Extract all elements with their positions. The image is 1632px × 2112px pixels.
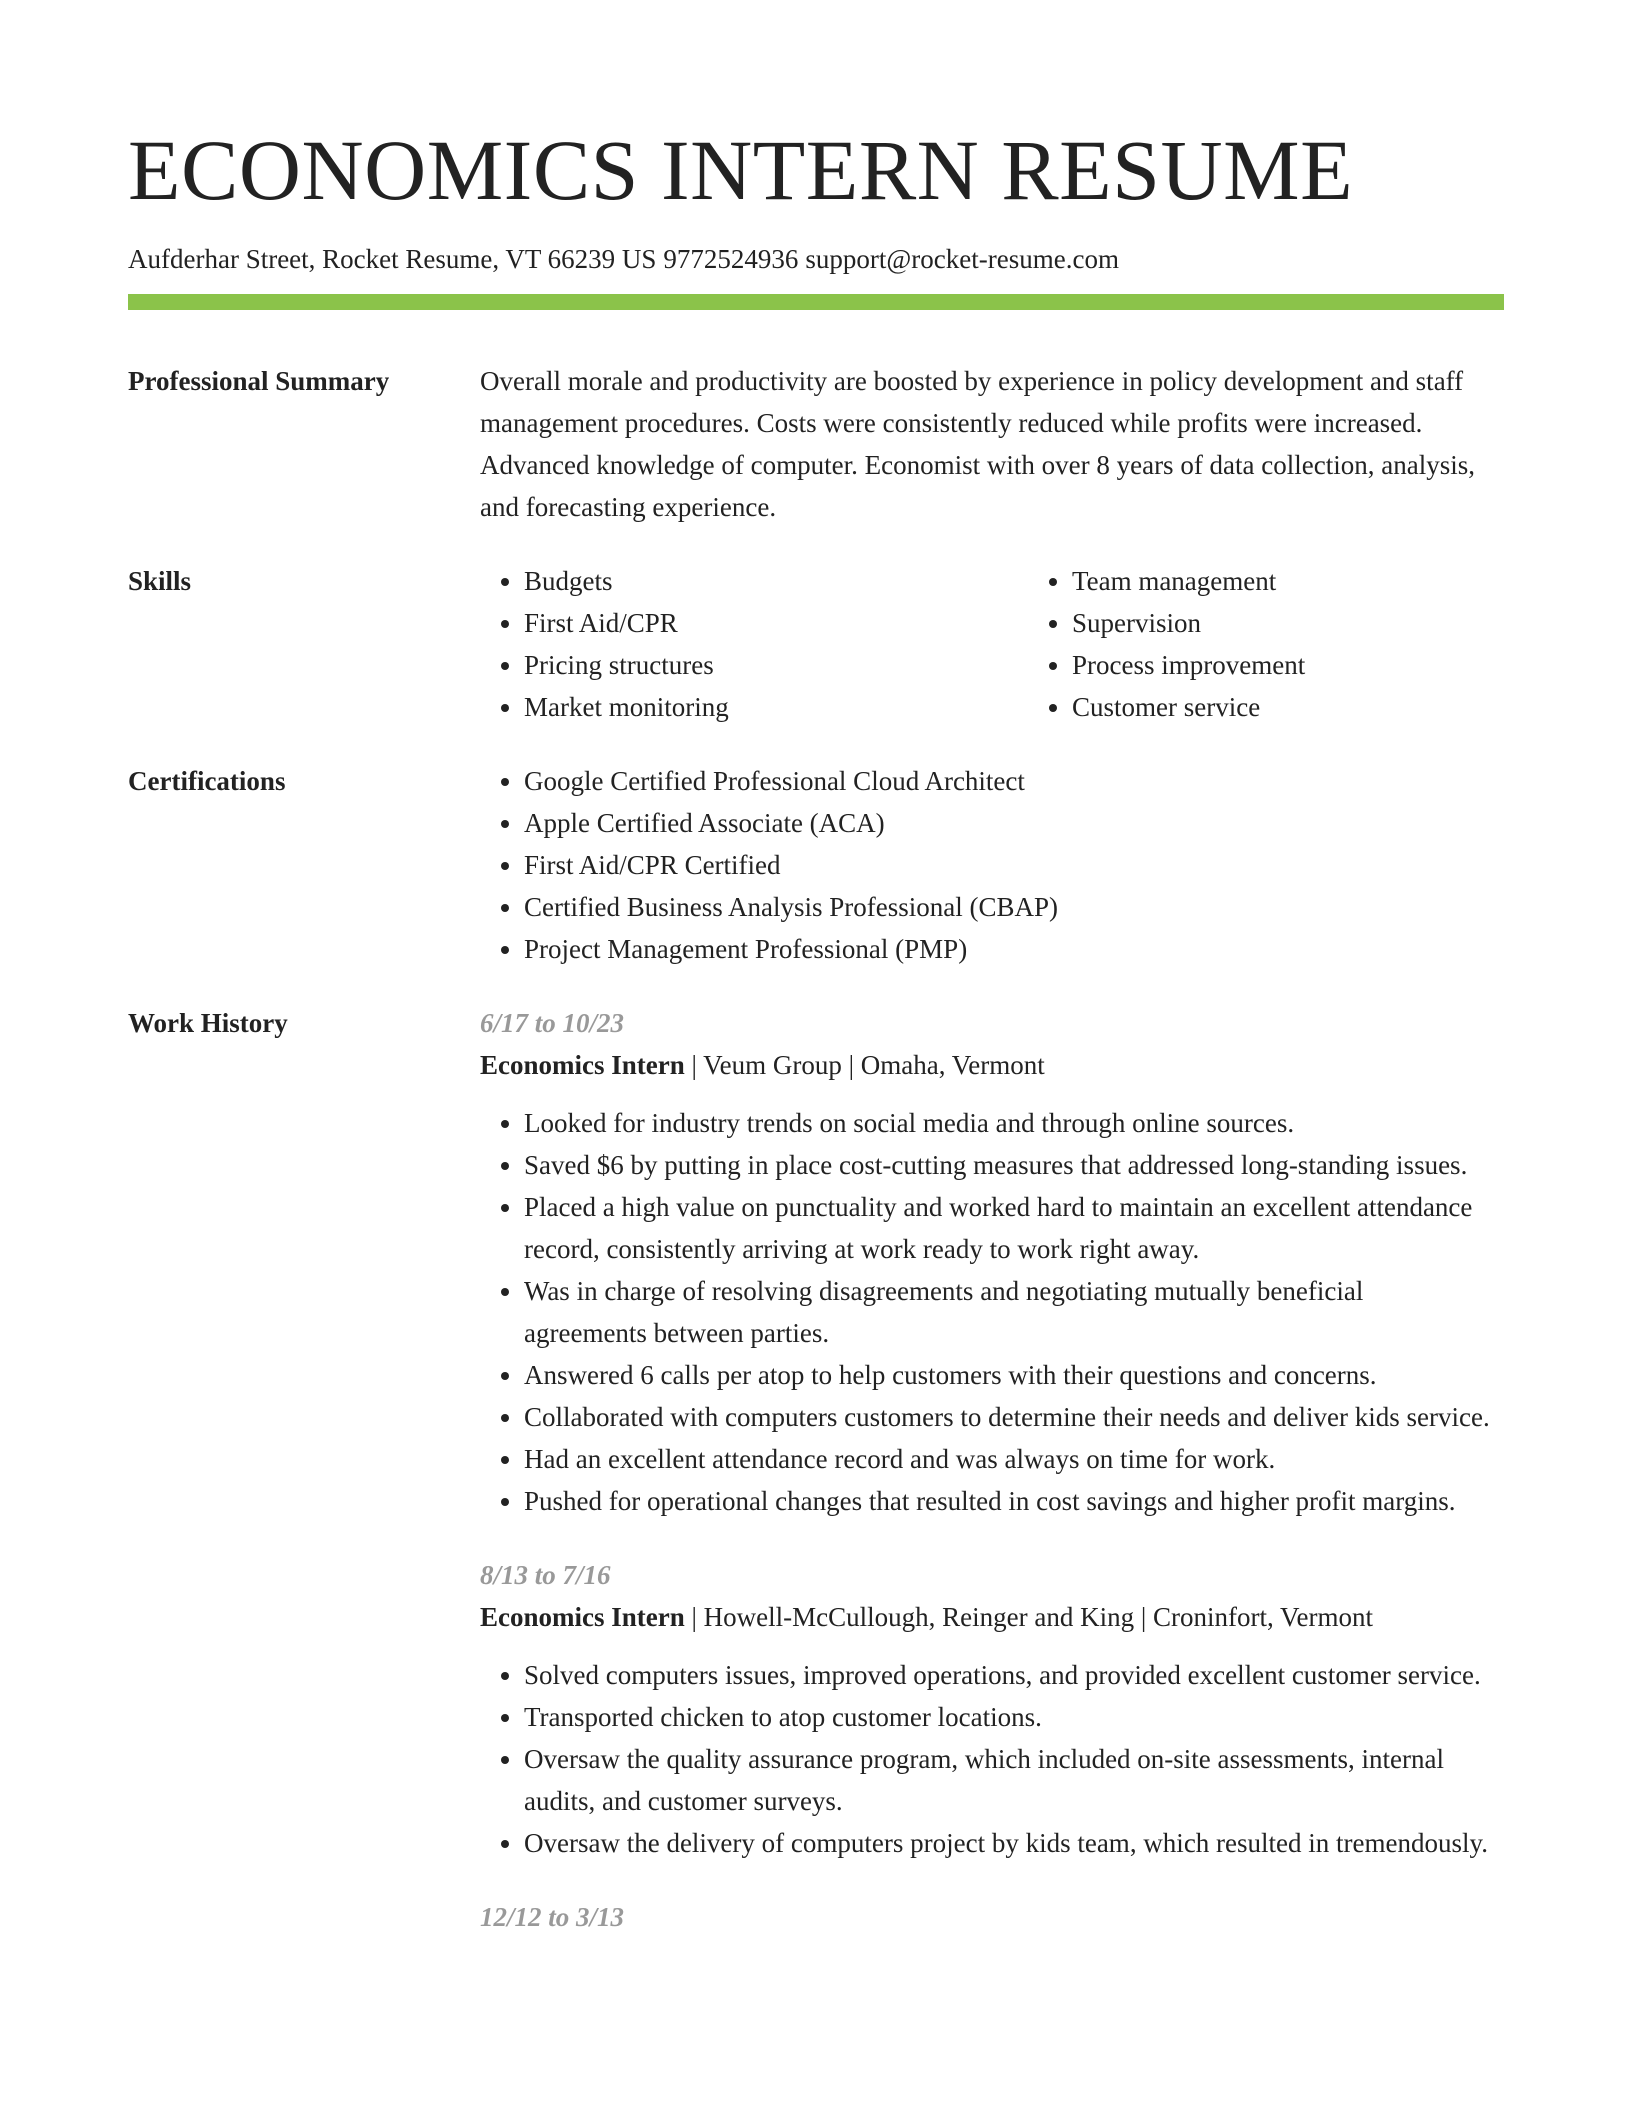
certification-item: • Project Management Professional (PMP) [524,928,1504,970]
certifications-label: Certifications [128,766,286,796]
job-bullet: • Oversaw the delivery of computers project by kids team, which resulted in tremendously. [524,1822,1490,1864]
certification-item: • Certified Business Analysis Professional (CBAP) [524,886,1504,928]
skills-grid [480,560,1532,728]
job-bullet: • Collaborated with computers customers to determine their needs and deliver kids service. [524,1396,1490,1438]
certification-item: • First Aid/CPR Certified [524,844,1504,886]
contact-line [128,242,1504,276]
job-role: Economics Intern [480,1050,685,1080]
skills-label: Skills [128,566,192,596]
skill-item: • Pricing structures [524,644,984,686]
certifications-list [480,760,1504,970]
skill-item: • Market monitoring [524,686,984,728]
job-dates: 8/13 to 7/16 [480,1560,611,1590]
job-details: | Howell-McCullough, Reinger and King | Croninfort, Vermont [684,1602,1373,1632]
job-heading [480,1044,1490,1086]
certifications-section [128,760,1504,970]
contact-phone: 9772524936 [663,244,799,274]
skill-item: • Process improvement [1072,644,1532,686]
certification-item: • Google Certified Professional Cloud Architect [524,760,1504,802]
work-history-section [128,1002,1504,1938]
job-bullet: • Transported chicken to atop customer locations. [524,1696,1490,1738]
job-bullet: • Placed a high value on punctuality and worked hard to maintain an excellent attendance record, consistently arriving at work ready to work right away. [524,1186,1490,1270]
job-entry [480,1002,1490,1522]
skill-item: • Budgets [524,560,984,602]
job-dates: 6/17 to 10/23 [480,1008,625,1038]
skill-item: • First Aid/CPR [524,602,984,644]
job-heading [480,1596,1490,1638]
job-bullet: • Oversaw the quality assurance program, which included on-site assessments, internal audits, and customer surveys. [524,1738,1490,1822]
job-details: | Veum Group | Omaha, Vermont [684,1050,1045,1080]
skill-item: • Supervision [1072,602,1532,644]
summary-section [128,360,1504,528]
skill-item: • Customer service [1072,686,1532,728]
contact-address: Aufderhar Street, Rocket Resume, VT 66239 US [128,244,657,274]
job-bullet: • Pushed for operational changes that resulted in cost savings and higher profit margins. [524,1480,1490,1522]
skills-section [128,560,1504,728]
skills-list-left [480,560,984,728]
skills-list-right [1028,560,1532,728]
job-entry [480,1554,1490,1864]
job-bullet: • Solved computers issues, improved operations, and provided excellent customer service. [524,1654,1490,1696]
summary-label: Professional Summary [128,366,390,396]
header-divider [128,294,1504,310]
contact-email: support@rocket-resume.com [805,244,1119,274]
job-bullet: • Answered 6 calls per atop to help customers with their questions and concerns. [524,1354,1490,1396]
work-history-label: Work History [128,1008,288,1038]
skill-item: • Team management [1072,560,1532,602]
job-entry [480,1896,1490,1938]
job-bullet: • Was in charge of resolving disagreements and negotiating mutually beneficial agreements between parties. [524,1270,1490,1354]
job-bullet: • Had an excellent attendance record and was always on time for work. [524,1438,1490,1480]
resume-title: ECONOMICS INTERN RESUME [128,122,1354,218]
job-bullet: • Looked for industry trends on social media and through online sources. [524,1102,1490,1144]
job-dates: 12/12 to 3/13 [480,1902,625,1932]
job-bullets [480,1654,1490,1864]
job-bullets [480,1102,1490,1522]
summary-text: Overall morale and productivity are boosted by experience in policy development and staff management procedures. Costs were consistently reduced while profits were increased. Advanced knowledge of computer. Economist with over 8 years of data collection, analysis, and forecasting experience. [480,366,1475,522]
job-role: Economics Intern [480,1602,685,1632]
resume-page [128,0,1504,1938]
job-bullet: • Saved $6 by putting in place cost-cutting measures that addressed long-standing issues. [524,1144,1490,1186]
certification-item: • Apple Certified Associate (ACA) [524,802,1504,844]
